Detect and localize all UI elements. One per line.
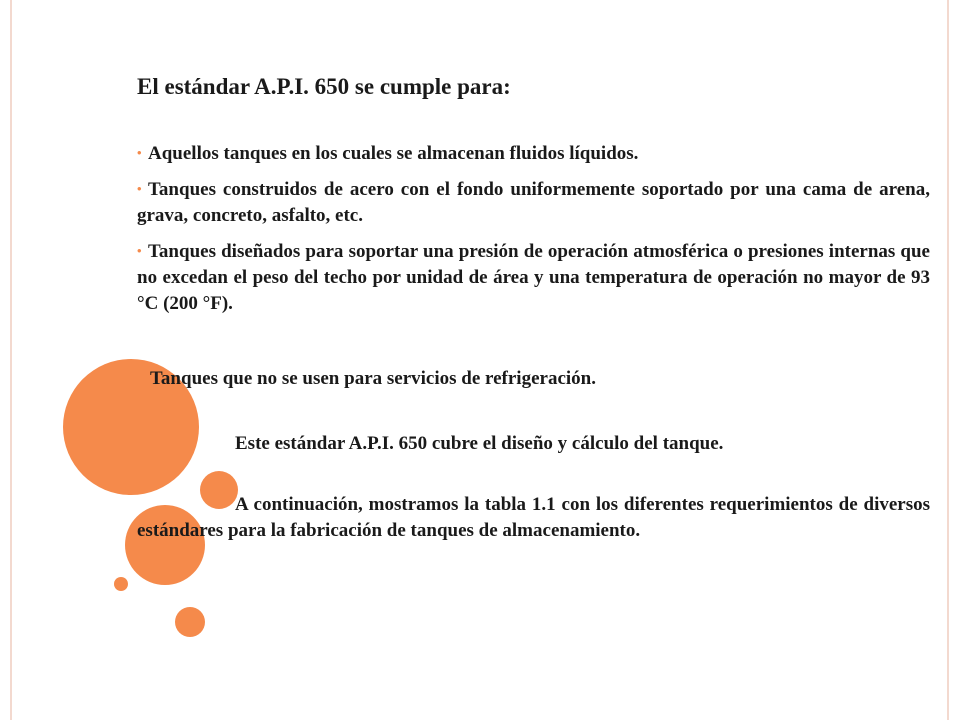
left-frame-line	[10, 0, 12, 720]
bullet-list	[137, 140, 930, 326]
bullet-text: Aquellos tanques en los cuales se almacenan fluidos líquidos.	[148, 143, 639, 164]
tiny-decorative-circle	[114, 577, 128, 591]
closing-paragraph: A continuación, mostramos la tabla 1.1 con los diferentes requerimientos de diversos estándares para la fabricación de tanques de almacenamiento.	[137, 494, 930, 541]
list-item	[137, 140, 930, 167]
small-decorative-circle-lower	[175, 607, 205, 637]
refrigeration-line: Tanques que no se usen para servicios de refrigeración.	[150, 368, 596, 389]
coverage-line: Este estándar A.P.I. 650 cubre el diseño y cálculo del tanque.	[235, 433, 724, 454]
list-item	[137, 238, 930, 317]
list-item	[137, 176, 930, 229]
slide-title: El estándar A.P.I. 650 se cumple para:	[137, 74, 511, 99]
bullet-text: Tanques diseñados para soportar una presión de operación atmosférica o presiones internas que no excedan el peso del techo por unidad de área y una temperatura de operación no mayor de 93 °C (200 °F).	[137, 241, 930, 314]
bullet-text: Tanques construidos de acero con el fondo uniformemente soportado por una cama de arena, grava, concreto, asfalto, etc.	[137, 179, 930, 226]
right-frame-line	[947, 0, 949, 720]
